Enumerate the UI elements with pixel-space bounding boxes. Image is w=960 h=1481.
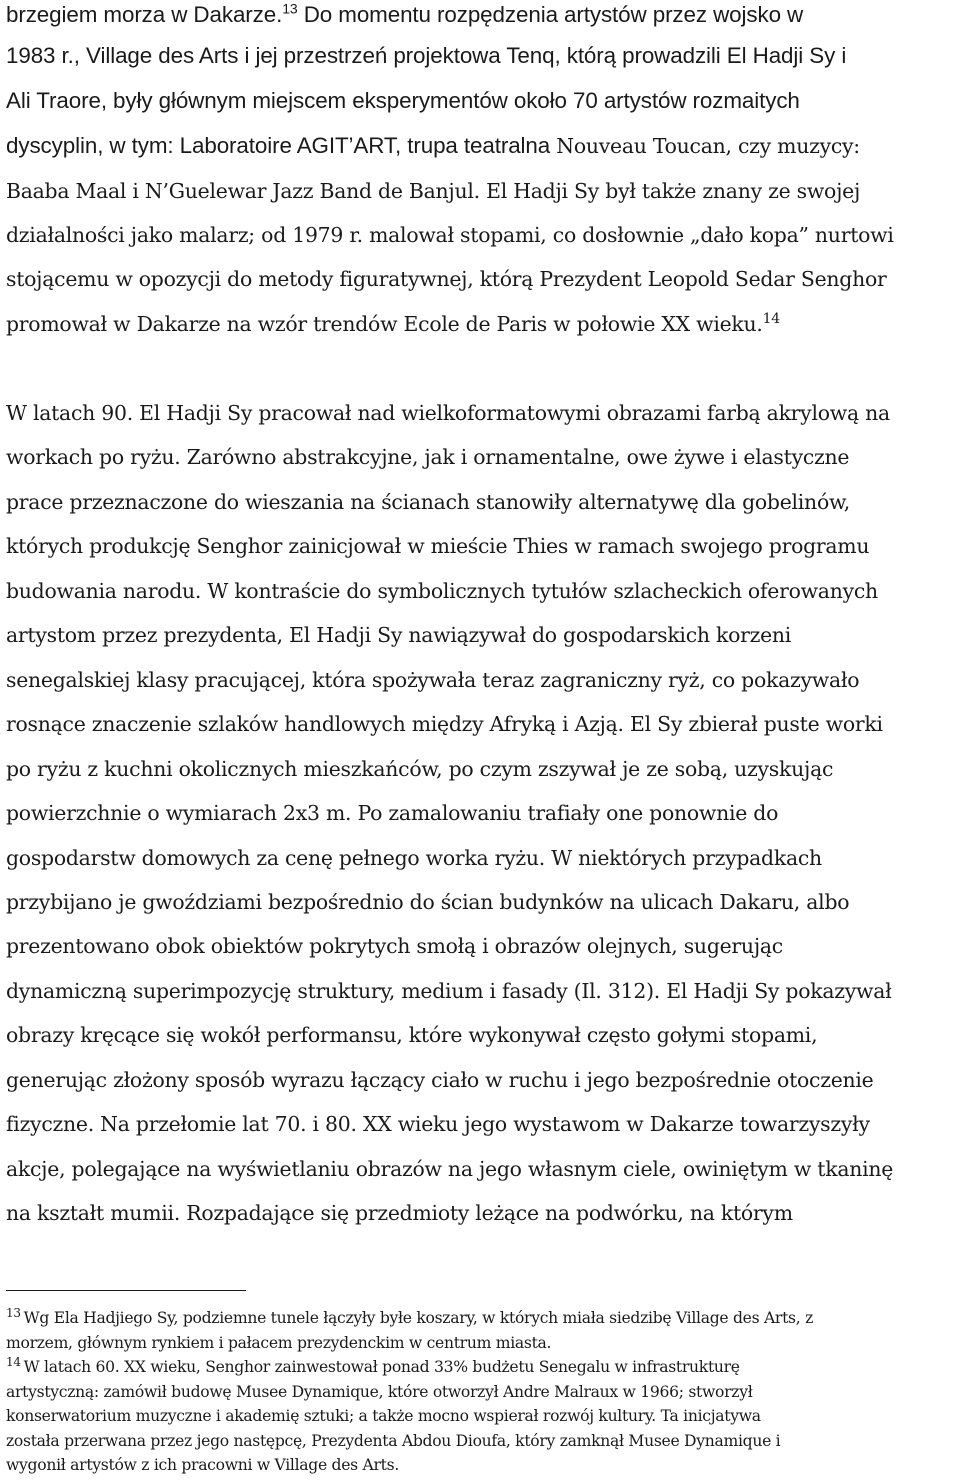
body-text: Baaba Maal i N’Guelewar Jazz Band de Banjul. El Hadji Sy był także znany ze swojej (6, 179, 861, 203)
body-text: generując złożony sposób wyrazu łączący ciało w ruchu i jego bezpośrednie otoczenie (6, 1067, 874, 1092)
footnote-ref-13[interactable]: 13 (282, 0, 298, 17)
body-text: po ryżu z kuchni okolicznych mieszkańców, po czym zszywał je ze sobą, uzyskując (6, 756, 834, 781)
body-text: dyscyplin, w tym: Laboratoire AGIT’ART, trupa teatralna (6, 133, 557, 158)
body-line (6, 620, 791, 650)
body-line (6, 220, 894, 250)
body-text: dynamiczną superimpozycję struktury, medium i fasady (Il. 312). El Hadji Sy pokazywał (6, 978, 892, 1003)
body-line (6, 1020, 817, 1050)
footnote-line (6, 1356, 740, 1378)
body-line (6, 487, 850, 517)
body-text: fizyczne. Na przełomie lat 70. i 80. XX wieku jego wystawom w Dakarze towarzyszyły (6, 1112, 870, 1137)
footnote-text: morzem, głównym rynkiem i pałacem prezydenckim w centrum miasta. (6, 1333, 552, 1352)
footnote-line (6, 1307, 813, 1329)
body-line (6, 754, 833, 784)
footnote-text: artystyczną: zamówił budowę Musee Dynamique, które otworzył Andre Malraux w 1966; stworzył (6, 1382, 753, 1401)
body-line (6, 665, 859, 695)
body-text: obrazy kręcące się wokół performansu, które wykonywał często gołymi stopami, (6, 1023, 818, 1048)
body-text: Do momentu rozpędzenia artystów przez wojsko w (297, 2, 804, 27)
body-line (6, 576, 878, 606)
body-text: prace przeznaczone do wieszania na ścianach stanowiły alternatywę dla gobelinów, (6, 489, 850, 514)
body-line (6, 131, 860, 161)
body-text: Ali Traore, były głównym miejscem eksperymentów około 70 artystów rozmaitych (6, 88, 800, 113)
footnote-text: konserwatorium muzyczne i akademię sztuki; a także mocno wspierał rozwój kultury. Ta inicjatywa (6, 1407, 761, 1425)
footnote-text: została przerwana przez jego następcę, Prezydenta Abdou Dioufa, który zamknął Musee Dynamique i (6, 1431, 781, 1450)
body-line (6, 264, 887, 294)
footnote-line (6, 1430, 780, 1452)
footnote-text: W latach 60. XX wieku, Senghor zainwestował ponad 33% budżetu Senegalu w infrastrukturę (23, 1358, 740, 1376)
footnote-line (6, 1381, 752, 1403)
body-line (6, 1154, 893, 1184)
footnote-line (6, 1405, 761, 1427)
body-text: akcje, polegające na wyświetlaniu obrazów na jego własnym ciele, owiniętym w tkaninę (6, 1156, 894, 1181)
body-text: brzegiem morza w Dakarze. (6, 2, 283, 27)
body-text: działalności jako malarz; od 1979 r. malował stopami, co dosłownie „dało kopa” nurtowi (6, 223, 894, 247)
body-line (6, 531, 869, 561)
body-line (6, 887, 849, 917)
footnote-line (6, 1332, 551, 1354)
footnote-number: 14 (6, 1354, 21, 1369)
body-text: rosnące znaczenie szlaków handlowych między Afryką i Azją. El Sy zbierał puste worki (6, 712, 883, 737)
body-line (6, 931, 783, 961)
body-text: na kształt mumii. Rozpadające się przedmioty leżące na podwórku, na którym (6, 1201, 793, 1226)
body-line (6, 442, 849, 472)
body-text: powierzchnie o wymiarach 2x3 m. Po zamalowaniu trafiały one ponownie do (6, 801, 779, 825)
body-line (6, 309, 780, 339)
body-line (6, 1065, 874, 1095)
footnote-line (6, 1454, 399, 1476)
footnote-ref-14[interactable]: 14 (762, 311, 780, 328)
body-line (6, 1198, 793, 1228)
body-text: artystom przez prezydenta, El Hadji Sy nawiązywał do gospodarskich korzeni (6, 623, 792, 648)
body-line (6, 1109, 870, 1139)
body-line (6, 976, 892, 1006)
body-text: stojącemu w opozycji do metody figuratywnej, którą Prezydent Leopold Sedar Senghor (6, 267, 887, 291)
body-text: gospodarstw domowych za cenę pełnego worka ryżu. W niektórych przypadkach (6, 845, 822, 870)
body-line (6, 41, 846, 71)
body-text: przybijano je gwoździami bezpośrednio do ścian budynków na ulicach Dakaru, albo (6, 890, 850, 914)
body-text: W latach 90. El Hadji Sy pracował nad wielkoformatowymi obrazami farbą akrylową na (6, 401, 890, 425)
footnote-text: Wg Ela Hadjiego Sy, podziemne tunele łączyły byłe koszary, w których miała siedzibę Village des Arts, z (23, 1309, 813, 1327)
body-line (6, 843, 822, 873)
footnote-number: 13 (6, 1305, 21, 1320)
body-text: 1983 r., Village des Arts i jej przestrzeń projektowa Tenq, którą prowadzili El Hadji Sy i (6, 43, 847, 68)
body-text: których produkcję Senghor zainicjował w mieście Thies w ramach swojego programu (6, 534, 870, 559)
body-text: workach po ryżu. Zarówno abstrakcyjne, jak i ornamentalne, owe żywe i elastyczne (6, 445, 850, 470)
body-text: prezentowano obok obiektów pokrytych smołą i obrazów olejnych, sugerując (6, 934, 783, 959)
body-line (6, 398, 890, 428)
body-line (6, 709, 883, 739)
body-line (6, 176, 860, 206)
body-text: senegalskiej klasy pracującej, która spożywała teraz zagraniczny ryż, co pokazywało (6, 667, 860, 692)
body-line (6, 86, 800, 116)
body-line (6, 0, 803, 30)
body-text: promował w Dakarze na wzór trendów Ecole de Paris w połowie XX wieku. (6, 312, 763, 336)
body-line (6, 798, 778, 828)
footnote-divider (6, 1290, 246, 1291)
footnote-text: wygonił artystów z ich pracowni w Village des Arts. (6, 1456, 399, 1474)
body-text: budowania narodu. W kontraście do symbolicznych tytułów szlacheckich oferowanych (6, 578, 878, 603)
body-text: Nouveau Toucan, czy muzycy: (556, 134, 860, 158)
